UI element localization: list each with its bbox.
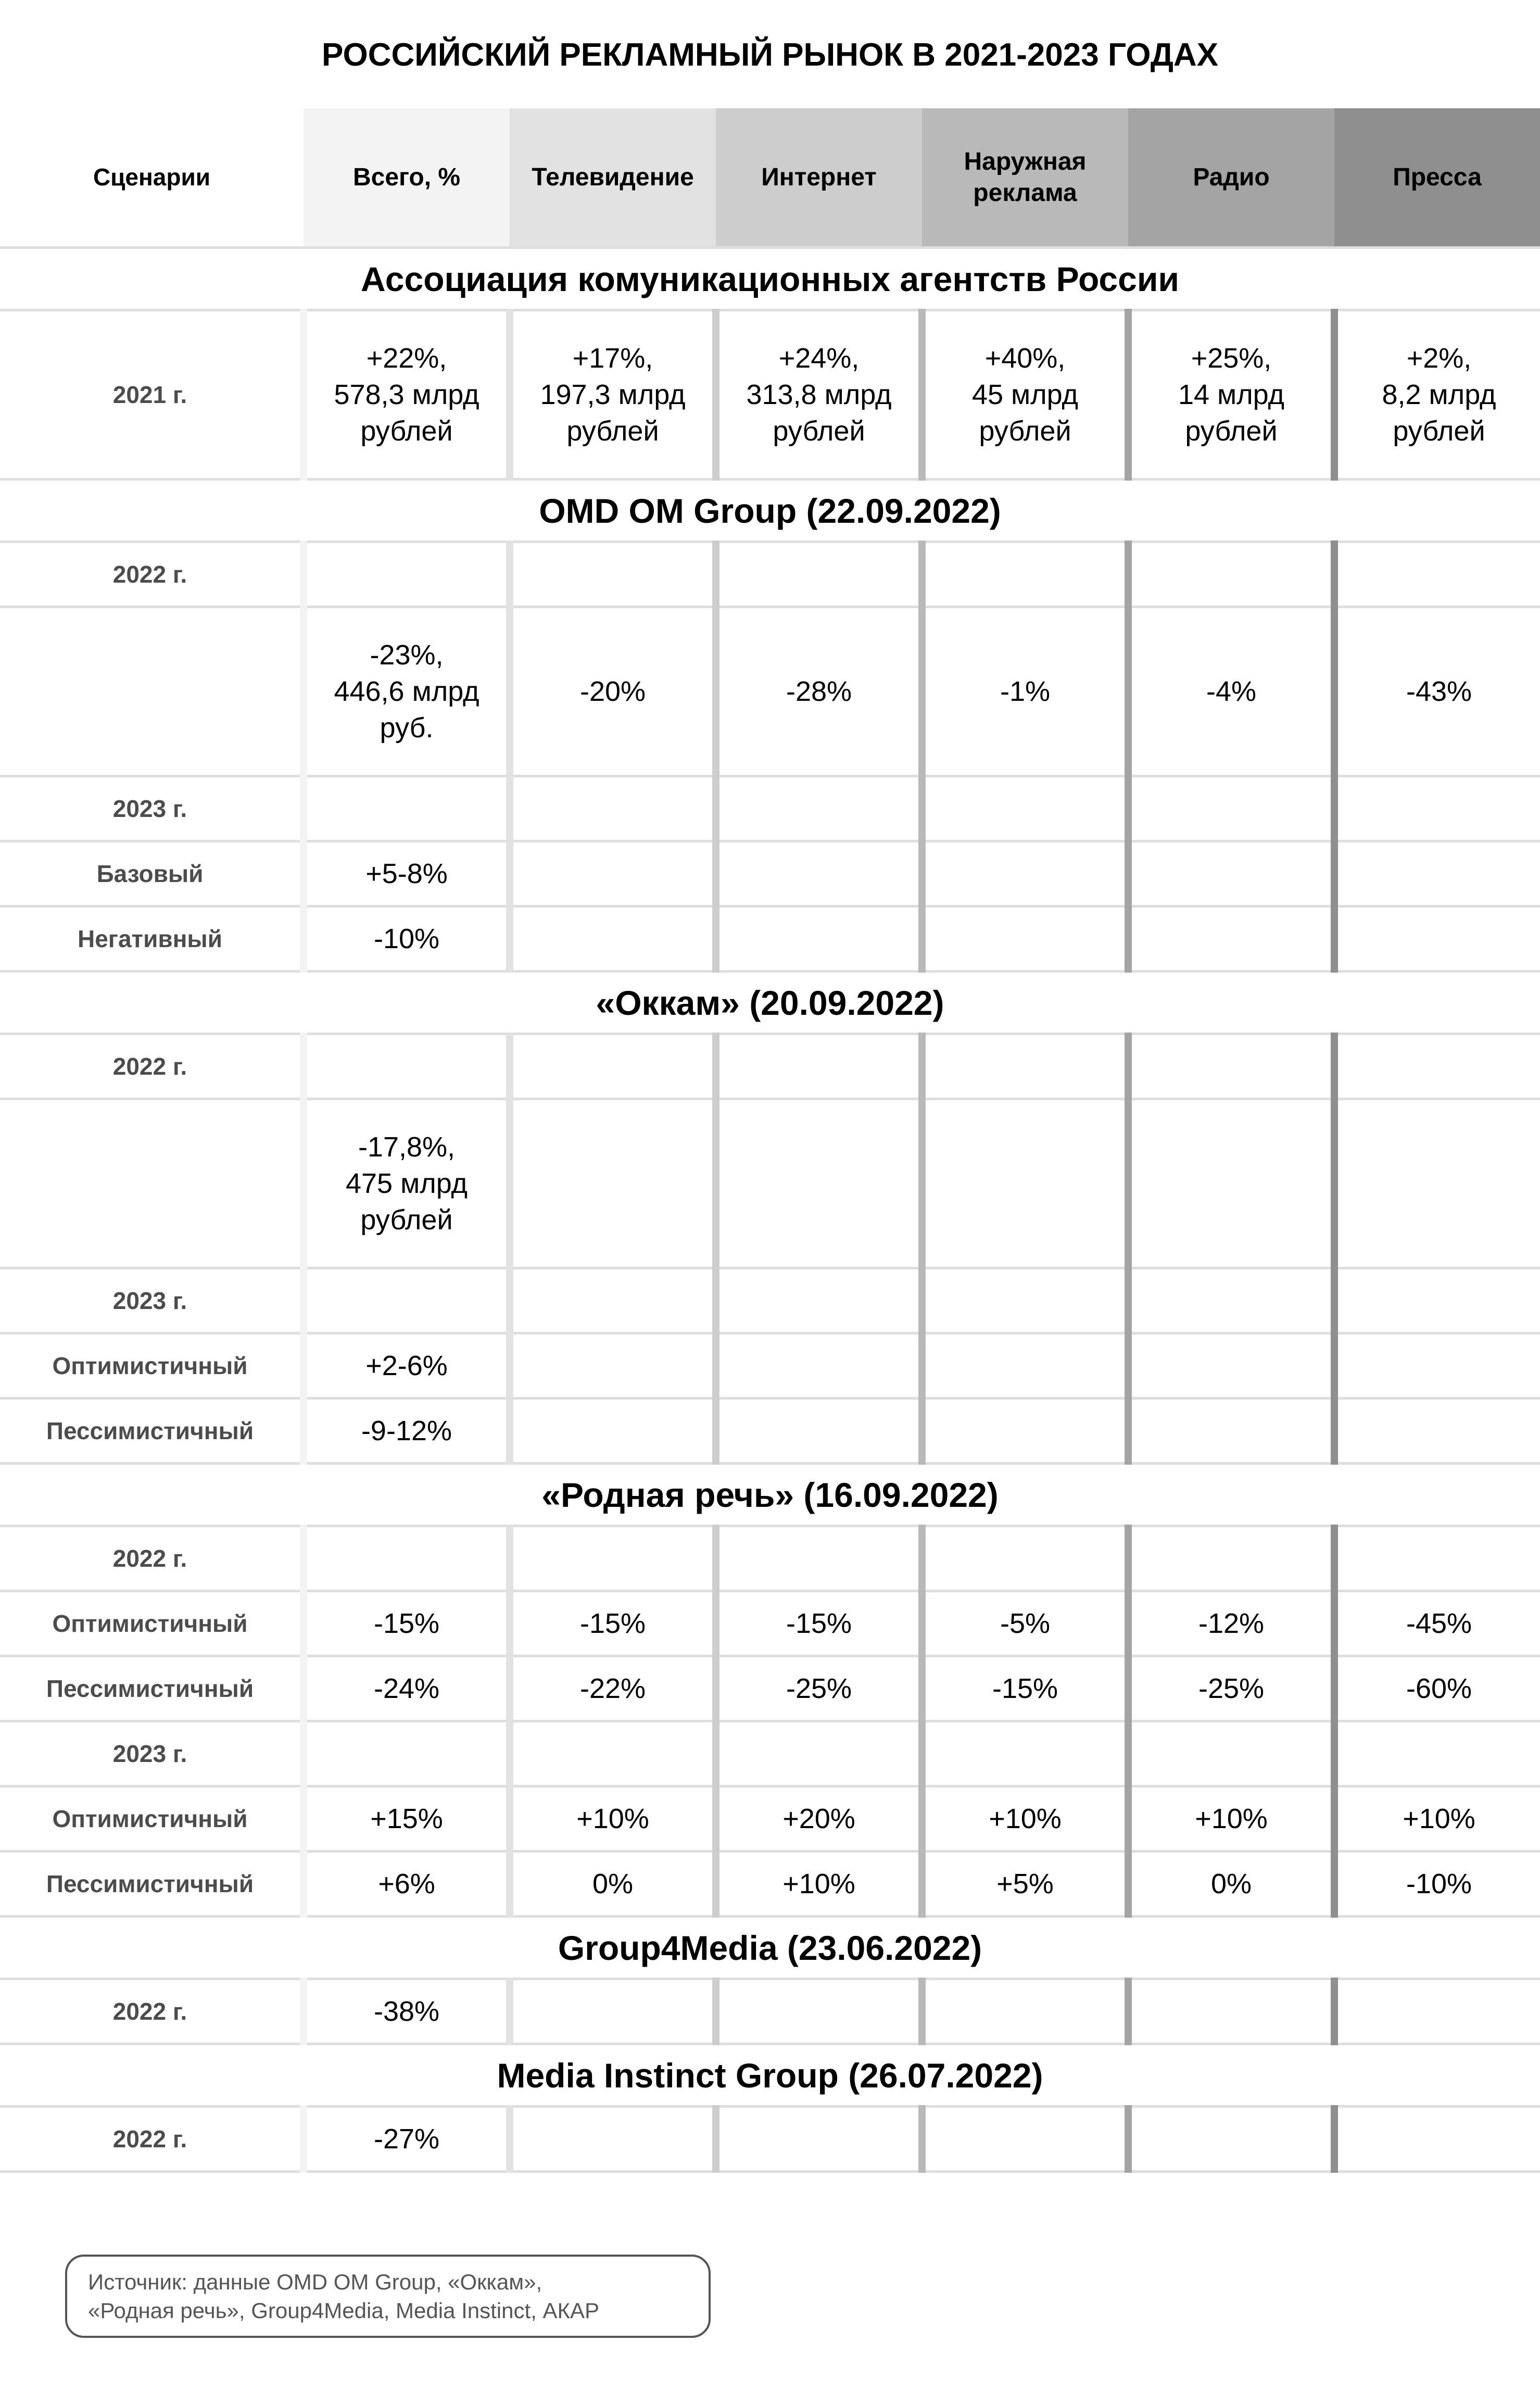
value-cell	[716, 1526, 922, 1591]
section-row	[0, 2044, 1540, 2107]
value-cell	[510, 1268, 716, 1333]
value-cell: -22%	[510, 1656, 716, 1721]
value-cell: +15%	[304, 1786, 510, 1852]
table-body	[0, 248, 1540, 2172]
value-cell: -15%	[716, 1591, 922, 1656]
value-cell: -25%	[716, 1656, 922, 1721]
scenario-label: Пессимистичный	[0, 1399, 304, 1464]
value-cell: -43%	[1334, 607, 1540, 776]
value-cell: -24%	[304, 1656, 510, 1721]
column-header-scenarios: Сценарии	[0, 108, 304, 248]
scenario-label: Пессимистичный	[0, 1852, 304, 1917]
value-cell	[1128, 1526, 1334, 1591]
value-cell: 0%	[1128, 1852, 1334, 1917]
value-cell: -10%	[1334, 1852, 1540, 1917]
column-header-total: Всего, %	[304, 108, 510, 248]
value-cell	[510, 907, 716, 972]
value-cell	[1334, 1979, 1540, 2044]
value-cell	[1334, 1099, 1540, 1268]
value-cell	[1128, 841, 1334, 907]
table-row	[0, 1656, 1540, 1721]
value-cell	[716, 1333, 922, 1399]
value-cell	[510, 2107, 716, 2172]
value-cell: -15%	[304, 1591, 510, 1656]
value-cell	[1334, 542, 1540, 607]
value-cell	[304, 776, 510, 841]
scenario-label: 2023 г.	[0, 776, 304, 841]
value-cell	[510, 542, 716, 607]
value-cell: +10%	[1334, 1786, 1540, 1852]
value-cell	[716, 1721, 922, 1786]
value-cell	[922, 1979, 1128, 2044]
value-cell	[510, 841, 716, 907]
table-row	[0, 542, 1540, 607]
scenario-label: Оптимистичный	[0, 1786, 304, 1852]
column-header-tv: Телевидение	[510, 108, 716, 248]
value-cell	[1128, 1721, 1334, 1786]
value-cell: -15%	[922, 1656, 1128, 1721]
value-cell	[922, 1721, 1128, 1786]
column-header-press: Пресса	[1334, 108, 1540, 248]
value-cell: +5%	[922, 1852, 1128, 1917]
value-cell	[922, 907, 1128, 972]
value-cell	[922, 841, 1128, 907]
value-cell: -23%, 446,6 млрд руб.	[304, 607, 510, 776]
value-cell	[922, 542, 1128, 607]
value-cell	[716, 841, 922, 907]
value-cell	[510, 1034, 716, 1099]
value-cell	[1128, 1034, 1334, 1099]
value-cell: +10%	[716, 1852, 922, 1917]
value-cell: -27%	[304, 2107, 510, 2172]
value-cell	[716, 1399, 922, 1464]
section-title: Ассоциация комуникационных агентств России	[0, 248, 1540, 310]
value-cell: 0%	[510, 1852, 716, 1917]
section-row	[0, 1917, 1540, 1979]
value-cell	[1334, 907, 1540, 972]
value-cell	[510, 1399, 716, 1464]
value-cell: -20%	[510, 607, 716, 776]
table-row	[0, 1333, 1540, 1399]
section-row	[0, 1464, 1540, 1526]
value-cell: -9-12%	[304, 1399, 510, 1464]
value-cell	[1334, 1399, 1540, 1464]
value-cell: +22%, 578,3 млрд рублей	[304, 310, 510, 480]
value-cell	[716, 907, 922, 972]
ad-market-table	[0, 108, 1540, 2173]
table-row	[0, 1979, 1540, 2044]
table-row	[0, 310, 1540, 480]
value-cell: +10%	[510, 1786, 716, 1852]
value-cell	[922, 1034, 1128, 1099]
table-row	[0, 1034, 1540, 1099]
section-title: «Оккам» (20.09.2022)	[0, 972, 1540, 1034]
value-cell	[716, 542, 922, 607]
value-cell	[922, 2107, 1128, 2172]
value-cell: +6%	[304, 1852, 510, 1917]
scenario-label	[0, 607, 304, 776]
value-cell	[510, 1979, 716, 2044]
value-cell: -5%	[922, 1591, 1128, 1656]
value-cell: -12%	[1128, 1591, 1334, 1656]
value-cell: -17,8%, 475 млрд рублей	[304, 1099, 510, 1268]
section-row	[0, 248, 1540, 310]
table-row	[0, 907, 1540, 972]
table-row	[0, 1786, 1540, 1852]
scenario-label	[0, 1099, 304, 1268]
value-cell	[922, 1526, 1128, 1591]
section-row	[0, 480, 1540, 542]
value-cell	[1334, 1333, 1540, 1399]
value-cell	[1334, 776, 1540, 841]
table-row	[0, 1591, 1540, 1656]
section-title: «Родная речь» (16.09.2022)	[0, 1464, 1540, 1526]
value-cell	[510, 776, 716, 841]
column-header-internet: Интернет	[716, 108, 922, 248]
value-cell	[1334, 1526, 1540, 1591]
page-title: РОССИЙСКИЙ РЕКЛАМНЫЙ РЫНОК В 2021-2023 ГОДАХ	[321, 37, 1218, 73]
value-cell	[1334, 1034, 1540, 1099]
value-cell	[922, 1399, 1128, 1464]
value-cell	[716, 776, 922, 841]
column-header-radio: Радио	[1128, 108, 1334, 248]
value-cell	[510, 1721, 716, 1786]
value-cell	[1334, 1268, 1540, 1333]
scenario-label: 2023 г.	[0, 1268, 304, 1333]
value-cell	[1334, 2107, 1540, 2172]
value-cell	[1128, 1979, 1334, 2044]
scenario-label: 2022 г.	[0, 2107, 304, 2172]
scenario-label: 2022 г.	[0, 1526, 304, 1591]
value-cell: +2%, 8,2 млрд рублей	[1334, 310, 1540, 480]
value-cell: +40%, 45 млрд рублей	[922, 310, 1128, 480]
value-cell: -15%	[510, 1591, 716, 1656]
value-cell	[1128, 1333, 1334, 1399]
value-cell	[510, 1333, 716, 1399]
value-cell	[922, 1099, 1128, 1268]
value-cell: +24%, 313,8 млрд рублей	[716, 310, 922, 480]
value-cell	[304, 1526, 510, 1591]
value-cell: +2-6%	[304, 1333, 510, 1399]
value-cell	[1128, 776, 1334, 841]
scenario-label: Пессимистичный	[0, 1656, 304, 1721]
value-cell	[716, 1099, 922, 1268]
value-cell	[1128, 1268, 1334, 1333]
value-cell	[304, 1034, 510, 1099]
table-row	[0, 776, 1540, 841]
scenario-label: 2023 г.	[0, 1721, 304, 1786]
section-title: OMD OM Group (22.09.2022)	[0, 480, 1540, 542]
value-cell: +17%, 197,3 млрд рублей	[510, 310, 716, 480]
value-cell: +5-8%	[304, 841, 510, 907]
value-cell	[1128, 2107, 1334, 2172]
value-cell	[510, 1099, 716, 1268]
value-cell: +10%	[922, 1786, 1128, 1852]
value-cell: -1%	[922, 607, 1128, 776]
value-cell	[922, 1333, 1128, 1399]
value-cell: -45%	[1334, 1591, 1540, 1656]
value-cell	[716, 2107, 922, 2172]
value-cell: +10%	[1128, 1786, 1334, 1852]
scenario-label: 2022 г.	[0, 1979, 304, 2044]
value-cell	[1128, 1099, 1334, 1268]
scenario-label: 2021 г.	[0, 310, 304, 480]
table-row	[0, 841, 1540, 907]
table-row	[0, 1099, 1540, 1268]
scenario-label: 2022 г.	[0, 1034, 304, 1099]
section-title: Group4Media (23.06.2022)	[0, 1917, 1540, 1979]
value-cell	[1128, 907, 1334, 972]
table-row	[0, 2107, 1540, 2172]
value-cell	[1334, 1721, 1540, 1786]
column-header-outdoor: Наружная реклама	[922, 108, 1128, 248]
value-cell	[922, 1268, 1128, 1333]
value-cell: +25%, 14 млрд рублей	[1128, 310, 1334, 480]
scenario-label: Оптимистичный	[0, 1333, 304, 1399]
value-cell: -4%	[1128, 607, 1334, 776]
value-cell: -38%	[304, 1979, 510, 2044]
table-row	[0, 1852, 1540, 1917]
value-cell	[716, 1979, 922, 2044]
source-note: Источник: данные OMD OM Group, «Оккам», «Родная речь», Group4Media, Media Instinct, АКАР	[65, 2255, 711, 2338]
value-cell	[1128, 542, 1334, 607]
scenario-label: 2022 г.	[0, 542, 304, 607]
table-row	[0, 607, 1540, 776]
value-cell: +20%	[716, 1786, 922, 1852]
value-cell: -25%	[1128, 1656, 1334, 1721]
value-cell: -10%	[304, 907, 510, 972]
section-title: Media Instinct Group (26.07.2022)	[0, 2044, 1540, 2107]
value-cell	[304, 1268, 510, 1333]
table-row	[0, 1721, 1540, 1786]
table-row	[0, 1526, 1540, 1591]
scenario-label: Оптимистичный	[0, 1591, 304, 1656]
table-row	[0, 1399, 1540, 1464]
value-cell	[304, 1721, 510, 1786]
section-row	[0, 972, 1540, 1034]
value-cell	[304, 542, 510, 607]
value-cell	[510, 1526, 716, 1591]
value-cell	[1334, 841, 1540, 907]
value-cell	[922, 776, 1128, 841]
value-cell: -28%	[716, 607, 922, 776]
value-cell	[1128, 1399, 1334, 1464]
value-cell	[716, 1268, 922, 1333]
table-header-row	[0, 108, 1540, 248]
value-cell	[716, 1034, 922, 1099]
scenario-label: Негативный	[0, 907, 304, 972]
table-row	[0, 1268, 1540, 1333]
value-cell: -60%	[1334, 1656, 1540, 1721]
scenario-label: Базовый	[0, 841, 304, 907]
